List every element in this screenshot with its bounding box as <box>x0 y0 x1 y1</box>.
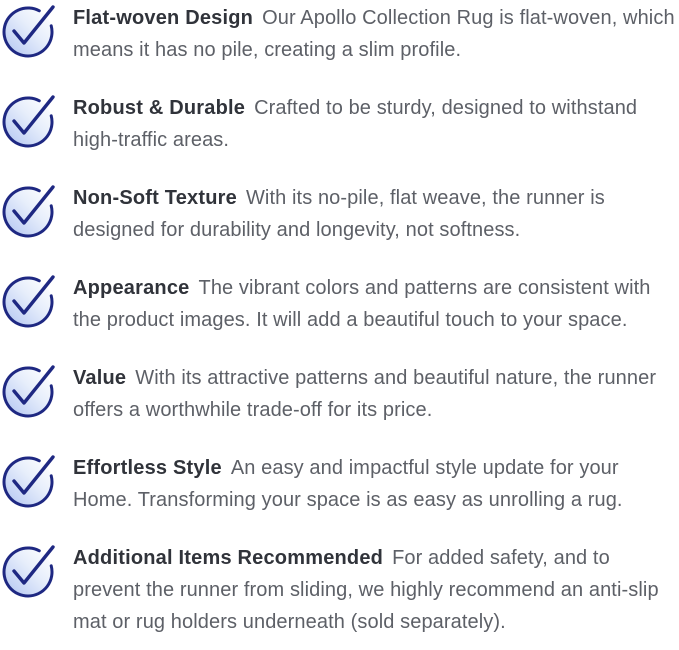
check-circle-icon <box>2 182 60 240</box>
feature-item-value <box>2 362 677 426</box>
feature-text <box>73 452 677 516</box>
feature-description: The vibrant colors and patterns are consistent with the product images. It will add a beautiful touch to your space. <box>73 277 651 331</box>
feature-title: Robust & Durable <box>73 97 246 119</box>
feature-text <box>73 2 677 66</box>
feature-description: An easy and impactful style update for your Home. Transforming your space is as easy as unrolling a rug. <box>73 457 623 511</box>
feature-description: For added safety, and to prevent the runner from sliding, we highly recommend an anti-slip mat or rug holders underneath (sold separately). <box>73 547 659 633</box>
feature-text <box>73 182 677 246</box>
feature-description: With its no-pile, flat weave, the runner is designed for durability and longevity, not softness. <box>73 187 605 241</box>
feature-item-appearance <box>2 272 677 336</box>
check-circle-icon <box>2 542 60 600</box>
feature-item-non-soft-texture <box>2 182 677 246</box>
check-circle-icon <box>2 362 60 420</box>
feature-item-additional-items <box>2 542 677 638</box>
feature-text <box>73 272 677 336</box>
feature-title: Non-Soft Texture <box>73 187 237 209</box>
check-circle-icon <box>2 92 60 150</box>
feature-item-robust-durable <box>2 92 677 156</box>
feature-description: Crafted to be sturdy, designed to withstand high-traffic areas. <box>73 97 638 151</box>
feature-title: Value <box>73 367 127 389</box>
check-circle-icon <box>2 2 60 60</box>
check-circle-icon <box>2 452 60 510</box>
feature-text <box>73 542 677 638</box>
feature-title: Additional Items Recommended <box>73 547 384 569</box>
feature-description: Our Apollo Collection Rug is flat-woven, which means it has no pile, creating a slim profile. <box>73 7 675 61</box>
feature-text <box>73 362 677 426</box>
feature-description: With its attractive patterns and beautiful nature, the runner offers a worthwhile trade-off for its price. <box>73 367 657 421</box>
feature-item-flat-woven-design <box>2 2 677 66</box>
feature-title: Flat-woven Design <box>73 7 254 29</box>
feature-item-effortless-style <box>2 452 677 516</box>
feature-title: Effortless Style <box>73 457 222 479</box>
feature-title: Appearance <box>73 277 190 299</box>
feature-text <box>73 92 677 156</box>
check-circle-icon <box>2 272 60 330</box>
